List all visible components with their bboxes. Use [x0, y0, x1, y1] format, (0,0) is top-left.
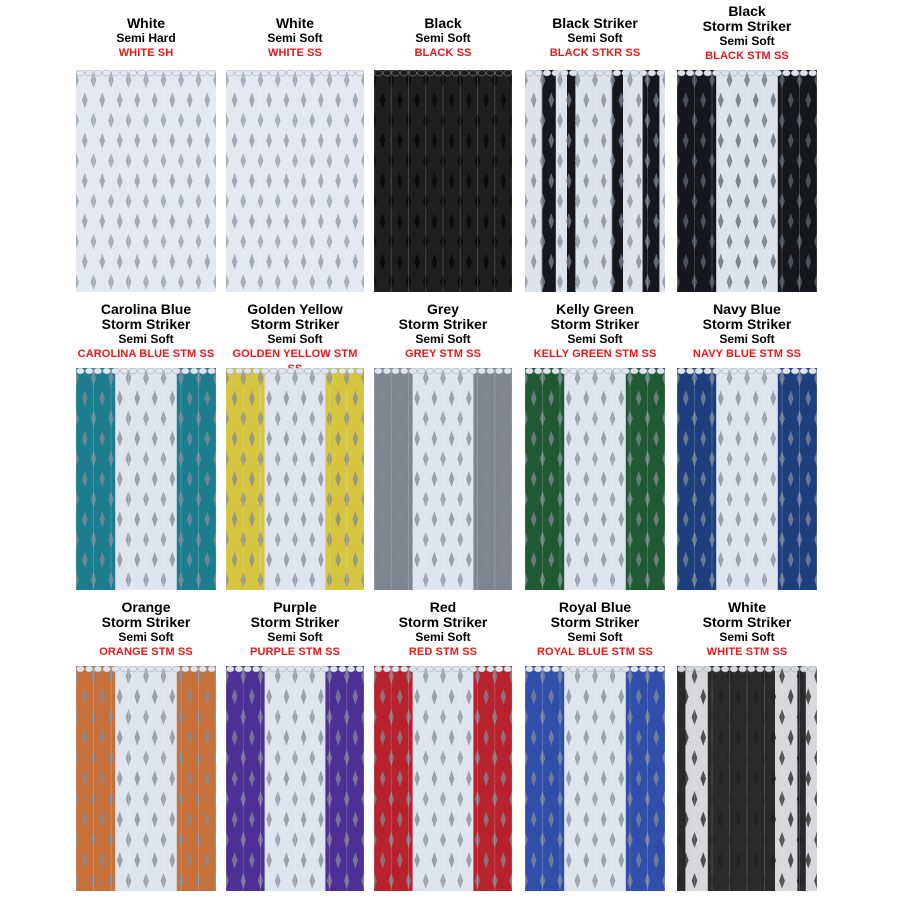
mesh-label	[677, 600, 817, 660]
mesh-name-line: Storm Striker	[550, 614, 640, 630]
mesh-stiffness: Semi Soft	[415, 31, 471, 45]
mesh-name-line: Storm Striker	[398, 316, 488, 332]
mesh-sku: GREY STM SS	[404, 348, 482, 360]
mesh-label	[374, 600, 512, 660]
mesh-swatch-image	[374, 666, 512, 891]
mesh-name-line: Carolina Blue	[100, 301, 192, 317]
mesh-card	[374, 600, 512, 660]
mesh-stiffness: Semi Soft	[118, 332, 174, 346]
mesh-swatch-image	[525, 368, 665, 590]
mesh-pattern	[525, 368, 665, 590]
mesh-pattern	[525, 666, 665, 891]
mesh-name-line: Storm Striker	[250, 614, 340, 630]
mesh-name-line: Storm Striker	[101, 614, 191, 630]
mesh-name-line: Grey	[427, 301, 459, 317]
mesh-card	[677, 4, 817, 64]
mesh-swatch-image	[677, 70, 817, 292]
mesh-pattern	[226, 666, 364, 891]
mesh-label	[76, 302, 216, 362]
mesh-pattern	[677, 70, 817, 292]
mesh-pattern	[374, 368, 512, 590]
mesh-name-line: Storm Striker	[250, 316, 340, 332]
mesh-name-line: Storm Striker	[398, 614, 488, 630]
mesh-name-line: Storm Striker	[702, 18, 792, 34]
mesh-name-line: Kelly Green	[556, 301, 634, 317]
mesh-swatch-image	[677, 666, 817, 891]
mesh-card	[677, 302, 817, 362]
mesh-name-line: Golden Yellow	[247, 301, 343, 317]
mesh-sku: BLACK STM SS	[705, 50, 789, 62]
mesh-stiffness: Semi Soft	[567, 630, 623, 644]
mesh-name-line: White	[275, 15, 315, 31]
mesh-stiffness: Semi Soft	[719, 630, 775, 644]
mesh-name-line: Navy Blue	[713, 301, 781, 317]
mesh-stiffness: Semi Soft	[267, 31, 323, 45]
mesh-swatch-image	[76, 368, 216, 590]
mesh-label	[525, 600, 665, 660]
mesh-swatch-image	[374, 368, 512, 590]
mesh-swatch-image	[525, 70, 665, 292]
mesh-stiffness: Semi Soft	[267, 332, 323, 346]
mesh-stiffness: Semi Soft	[415, 332, 471, 346]
mesh-pattern	[76, 70, 216, 292]
mesh-swatch-image	[76, 70, 216, 292]
mesh-sku: WHITE STM SS	[706, 646, 788, 658]
mesh-card	[525, 600, 665, 660]
mesh-label	[525, 302, 665, 362]
mesh-stiffness: Semi Soft	[567, 31, 623, 45]
mesh-stiffness: Semi Hard	[116, 31, 176, 45]
mesh-card	[76, 302, 216, 362]
mesh-sku: WHITE SS	[268, 47, 322, 59]
mesh-label	[226, 600, 364, 660]
mesh-pattern	[76, 368, 216, 590]
mesh-name-line: Orange	[121, 599, 171, 615]
mesh-name-line: White	[126, 15, 166, 31]
mesh-name-line: Black Striker	[552, 15, 638, 31]
mesh-sku: NAVY BLUE STM SS	[692, 348, 802, 360]
mesh-card	[76, 600, 216, 660]
mesh-label	[226, 302, 364, 377]
mesh-sku: ROYAL BLUE STM SS	[537, 646, 653, 658]
mesh-stiffness: Semi Soft	[719, 34, 775, 48]
mesh-swatch-image	[226, 70, 364, 292]
mesh-pattern	[677, 368, 817, 590]
mesh-name-line: Storm Striker	[550, 316, 640, 332]
mesh-card	[525, 16, 665, 61]
mesh-pattern	[226, 368, 364, 590]
mesh-name-line: Red	[429, 599, 457, 615]
mesh-swatch-image	[525, 666, 665, 891]
mesh-swatch-image	[374, 70, 512, 292]
mesh-swatch-image	[226, 368, 364, 590]
mesh-name-line: Storm Striker	[702, 614, 792, 630]
mesh-card	[677, 600, 817, 660]
mesh-sku: KELLY GREEN STM SS	[533, 348, 657, 360]
mesh-label	[677, 4, 817, 64]
mesh-name-line: Purple	[273, 599, 317, 615]
mesh-name-line: Black	[424, 15, 462, 31]
mesh-sku: BLACK SS	[414, 47, 472, 59]
mesh-stiffness: Semi Soft	[118, 630, 174, 644]
mesh-pattern	[226, 70, 364, 292]
mesh-sku: ORANGE STM SS	[99, 646, 193, 658]
mesh-sku: CAROLINA BLUE STM SS	[77, 348, 215, 360]
mesh-name-line: White	[727, 599, 767, 615]
mesh-sku: GOLDEN YELLOW STM	[232, 348, 358, 360]
mesh-label	[76, 16, 216, 61]
mesh-name-line: Black	[728, 3, 766, 19]
mesh-sku: PURPLE STM SS	[250, 646, 340, 658]
mesh-card	[226, 302, 364, 377]
mesh-name-line: Royal Blue	[558, 599, 632, 615]
mesh-sku: BLACK STKR SS	[549, 47, 641, 59]
mesh-label	[374, 16, 512, 61]
mesh-stiffness: Semi Soft	[719, 332, 775, 346]
mesh-card	[525, 302, 665, 362]
mesh-card	[226, 16, 364, 61]
mesh-label	[374, 302, 512, 362]
mesh-stiffness: Semi Soft	[567, 332, 623, 346]
mesh-label	[525, 16, 665, 61]
mesh-label	[226, 16, 364, 61]
mesh-name-line: Storm Striker	[101, 316, 191, 332]
mesh-stiffness: Semi Soft	[415, 630, 471, 644]
mesh-pattern	[525, 70, 665, 292]
mesh-sku: WHITE SH	[118, 47, 174, 59]
mesh-label	[677, 302, 817, 362]
mesh-card	[76, 16, 216, 61]
mesh-pattern	[677, 666, 817, 891]
mesh-pattern	[374, 666, 512, 891]
mesh-pattern	[76, 666, 216, 891]
mesh-card	[374, 16, 512, 61]
mesh-swatch-image	[76, 666, 216, 891]
mesh-sku: RED STM SS	[408, 646, 478, 658]
mesh-card	[226, 600, 364, 660]
mesh-swatch-image	[677, 368, 817, 590]
mesh-swatch-image	[226, 666, 364, 891]
mesh-pattern	[374, 70, 512, 292]
mesh-card	[374, 302, 512, 362]
mesh-label	[76, 600, 216, 660]
mesh-stiffness: Semi Soft	[267, 630, 323, 644]
mesh-name-line: Storm Striker	[702, 316, 792, 332]
